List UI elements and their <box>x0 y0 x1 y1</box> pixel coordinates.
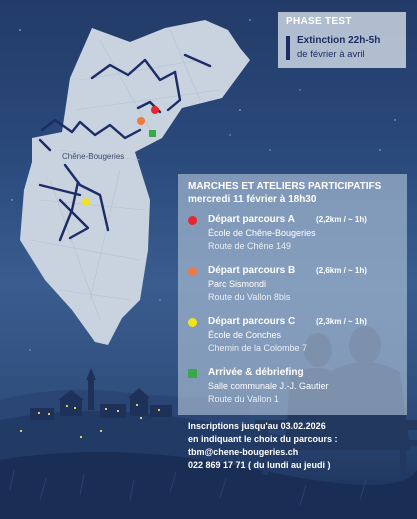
registration-instructions: en indiquant le choix du parcours : <box>188 434 338 444</box>
marker-route-a <box>151 106 159 114</box>
phase-extinction-hours: Extinction 22h-5h <box>297 35 381 46</box>
event-info-box <box>178 174 407 415</box>
route-distance: (2,6km / ~ 1h) <box>316 266 367 275</box>
arrival-name: Arrivée & débriefing <box>208 367 304 378</box>
route-name: Départ parcours A <box>208 214 295 225</box>
route-place: Parc Sismondi <box>208 279 267 289</box>
arrival-address: Route du Vallon 1 <box>208 394 279 404</box>
route-name: Départ parcours B <box>208 265 296 276</box>
marker-route-c <box>82 198 90 206</box>
event-title: MARCHES ET ATELIERS PARTICIPATIFS <box>188 181 382 192</box>
orange-dot-icon <box>188 267 197 276</box>
marker-route-b <box>137 117 145 125</box>
route-address: Chemin de la Colombe 7 <box>208 343 308 353</box>
marker-arrival <box>149 130 156 137</box>
phase-title: PHASE TEST <box>286 16 352 27</box>
green-square-icon <box>188 369 197 378</box>
route-distance: (2,2km / ~ 1h) <box>316 215 367 224</box>
route-address: Route de Chêne 149 <box>208 241 292 251</box>
route-place: École de Chêne-Bougeries <box>208 228 316 238</box>
town-label: Chêne-Bougeries <box>62 152 125 161</box>
contact-email[interactable]: tbm@chene-bougeries.ch <box>188 447 299 457</box>
route-line-icon <box>286 36 290 60</box>
red-dot-icon <box>188 216 197 225</box>
route-address: Route du Vallon 8bis <box>208 292 291 302</box>
phase-test-box <box>278 12 406 68</box>
route-name: Départ parcours C <box>208 316 296 327</box>
registration-deadline: Inscriptions jusqu'au 03.02.2026 <box>188 421 326 431</box>
yellow-dot-icon <box>188 318 197 327</box>
phase-period: de février à avril <box>297 49 365 60</box>
arrival-place: Salle communale J.-J. Gautier <box>208 381 329 391</box>
route-place: École de Conches <box>208 330 282 340</box>
contact-phone[interactable]: 022 869 17 71 ( du lundi au jeudi ) <box>188 460 331 470</box>
event-date: mercredi 11 février à 18h30 <box>188 194 317 205</box>
route-distance: (2,3km / ~ 1h) <box>316 317 367 326</box>
